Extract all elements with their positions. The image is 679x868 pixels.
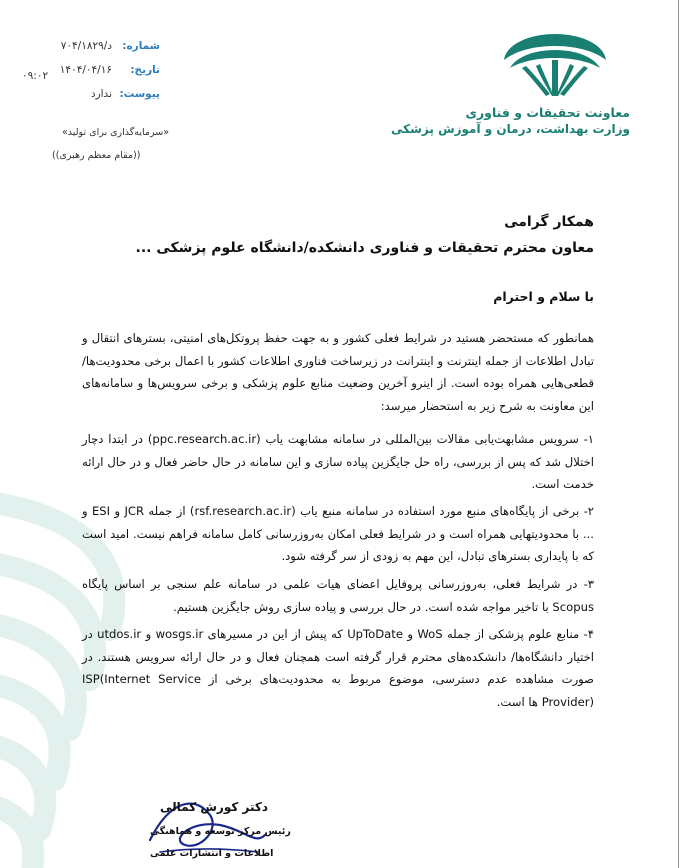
brand-ministry-name: وزارت بهداشت، درمان و آموزش پزشکی bbox=[391, 122, 630, 136]
ministry-logo-icon bbox=[500, 30, 610, 100]
greeting: با سلام و احترام bbox=[493, 289, 594, 304]
meta-time-value: ۰۹:۰۲ bbox=[22, 70, 49, 82]
date-label: تاریخ: bbox=[130, 64, 160, 76]
salutation: همکار گرامی bbox=[504, 214, 594, 230]
item-1-paragraph: ۱- سرویس مشابهت‌یابی مقالات بین‌المللی در سامانه مشابهت یاب (ppc.research.ac.ir) در ابتدا دچار اختلال شد که پس از بررسی، راه حل جایگزین پیاده سازی و این سامانه در حال حاضر فعال و در حال ارائه خدمت است. bbox=[82, 432, 594, 491]
attachment-value: ندارد bbox=[90, 88, 112, 100]
item-2-paragraph: ۲- برخی از پایگاه‌های منبع مورد استفاده در سامانه منبع یاب (rsf.research.ac.ir) از جمله JCR و ESI و ... با محدودیتهایی همراه است و در شرایط فعلی امکان به‌روزرسانی کامل سامانه فراهم نیست. امید است که با پایداری بسترهای تبادل، این مهم به زودی از سر گرفته شود. bbox=[82, 504, 594, 563]
brand-deputy-name: معاونت تحقیقات و فناوری bbox=[465, 105, 630, 120]
recipient-line: معاون محترم تحقیقات و فناوری دانشکده/دانشگاه علوم پزشکی ... bbox=[135, 240, 594, 256]
attachment-label: پیوست: bbox=[119, 88, 160, 100]
item-4-paragraph: ۴- منابع علوم پزشکی از جمله WoS و UpToDate که پیش از این در مسیرهای wosgs.ir و utdos.ir در اختیار دانشگاه‌ها/ دانشکده‌های محترم قرار گرفته است همچنان فعال و در حال ارائه سرویس هستند. در صورت مشاهده عدم دسترسی، موضوع مربوط به محدودیت‌های برخی از ISP(Internet Service Provider) ها است. bbox=[82, 627, 594, 709]
signatory-title-line2: اطلاعات و انتشارات علمی bbox=[150, 848, 274, 859]
item-3-paragraph: ۳- در شرایط فعلی، به‌روزرسانی پروفایل اعضای هیات علمی در سامانه علم سنجی بر اساس پایگاه Scopus با تاخیر مواجه شده است. در حال بررسی و پیاده سازی روش جایگزین هستیم. bbox=[82, 577, 594, 614]
date-value: ۱۴۰۴/۰۴/۱۶ bbox=[59, 64, 112, 76]
number-value: د/۷۰۴/۱۸۲۹ bbox=[60, 40, 112, 52]
number-label: شماره: bbox=[122, 40, 160, 52]
signatory-name: دکتر کورش کمالی bbox=[160, 800, 268, 814]
meta-number-row bbox=[20, 40, 160, 56]
slogan-text: «سرمایه‌گذاری برای تولید» bbox=[62, 127, 170, 138]
slogan-source: ((مقام معظم رهبری)) bbox=[52, 150, 141, 161]
intro-paragraph: همانطور که مستحضر هستید در شرایط فعلی کشور و به جهت حفظ پروتکل‌های امنیتی، بسترهای انتقال و تبادل اطلاعات از جمله اینترنت و اینترانت در زیرساخت فناوری اطلاعات کشور با اعمال برخی محدودیت‌ها/ قطعی‌هایی همراه بوده است. از اینرو آخرین وضعیت منابع علوم پزشکی و برخی سرویس‌ها و سامانه‌های این معاونت به شرح زیر به استحضار میرسد: bbox=[82, 331, 594, 413]
meta-attachment-row bbox=[20, 88, 160, 104]
signatory-title-line1: رئیس مرکز توسعه و هماهنگی bbox=[150, 826, 291, 837]
